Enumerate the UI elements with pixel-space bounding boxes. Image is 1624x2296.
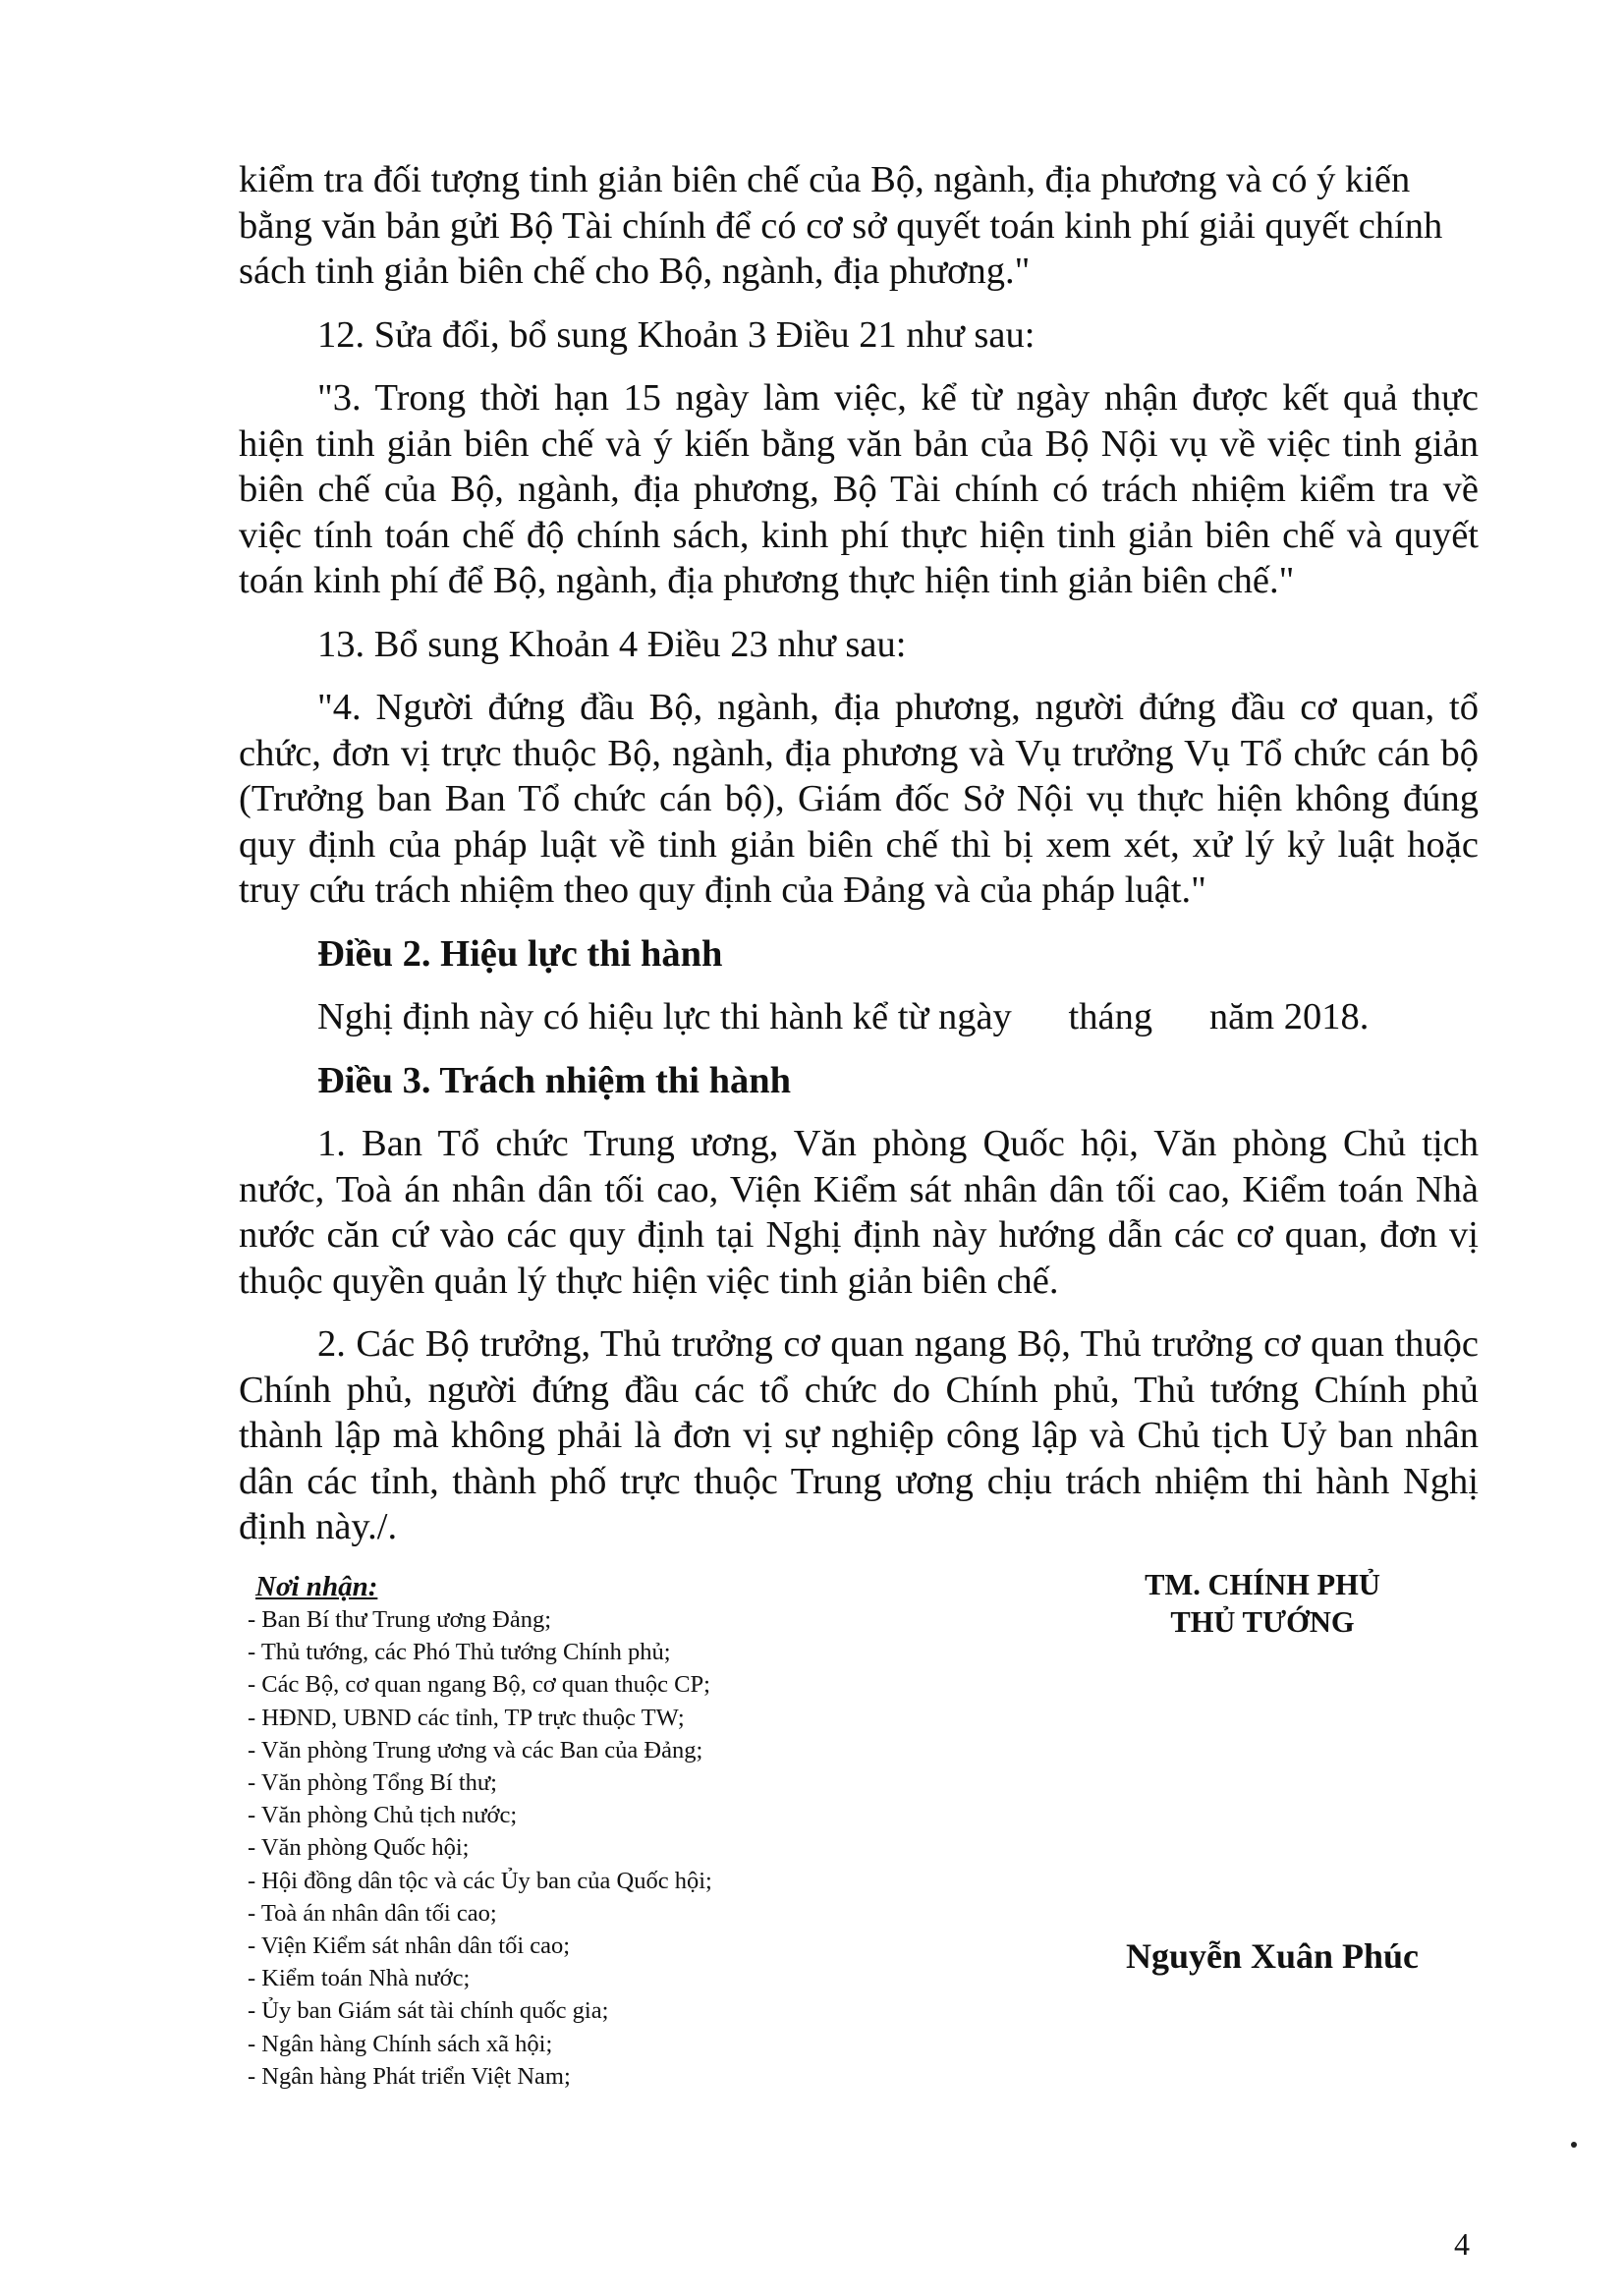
text-line: kiểm tra đối tượng tinh giản biên chế của Bộ, ngành, địa phương và có ý kiến [239, 159, 1411, 200]
recipient-item: - Ban Bí thư Trung ương Đảng; [248, 1606, 552, 1633]
recipient-item: - Ủy ban Giám sát tài chính quốc gia; [248, 1997, 609, 2025]
signature-title: THỦ TƯỚNG [1170, 1605, 1355, 1639]
item-12-quote: "3. Trong thời hạn 15 ngày làm việc, kể từ ngày nhận được kết quả thực hiện tinh giản biên chế và ý kiến bằng văn bản của Bộ Nội vụ về việc tinh giản biên chế của Bộ, ngành, địa phương, Bộ Tài chính có trách nhiệm kiểm tra về việc tính toán chế độ chính sách, kinh phí thực hiện tinh giản biên chế và quyết toán kinh phí để Bộ, ngành, địa phương thực hiện tinh giản biên chế." [239, 377, 1479, 601]
recipient-item: - HĐND, UBND các tỉnh, TP trực thuộc TW; [248, 1704, 685, 1731]
item-13-heading: 13. Bổ sung Khoản 4 Điều 23 như sau: [317, 623, 907, 665]
recipient-item: - Văn phòng Chủ tịch nước; [248, 1802, 518, 1829]
article-3-paragraph-2: 2. Các Bộ trưởng, Thủ trưởng cơ quan ngang Bộ, Thủ trưởng cơ quan thuộc Chính phủ, người đứng đầu các tổ chức do Chính phủ, Thủ tướng Chính phủ thành lập mà không phải là đơn vị sự nghiệp công lập và Chủ tịch Uỷ ban nhân dân các tỉnh, thành phố trực thuộc Trung ương chịu trách nhiệm thi hành Nghị định này./. [239, 1323, 1479, 1547]
signature-office: TM. CHÍNH PHỦ [1145, 1568, 1380, 1601]
article-3-paragraph-1: 1. Ban Tổ chức Trung ương, Văn phòng Quốc hội, Văn phòng Chủ tịch nước, Toà án nhân dân tối cao, Viện Kiểm sát nhân dân tối cao, Kiểm toán Nhà nước căn cứ vào các quy định tại Nghị định này hướng dẫn các cơ quan, đơn vị thuộc quyền quản lý thực hiện việc tinh giản biên chế. [239, 1123, 1479, 1302]
continued-paragraph [239, 157, 1479, 295]
recipient-item: - Ngân hàng Chính sách xã hội; [248, 2030, 553, 2057]
signer-name: Nguyễn Xuân Phúc [1125, 1936, 1420, 1976]
item-12-heading: 12. Sửa đổi, bổ sung Khoản 3 Điều 21 như sau: [317, 313, 1036, 356]
scan-speck [1571, 2142, 1577, 2148]
article-2-text: Nghị định này có hiệu lực thi hành kể từ ngày tháng năm 2018. [317, 996, 1370, 1037]
recipient-item: - Văn phòng Trung ương và các Ban của Đảng; [248, 1736, 703, 1764]
article-3-heading: Điều 3. Trách nhiệm thi hành [317, 1059, 792, 1101]
recipients-title: Nơi nhận: [255, 1571, 378, 1602]
item-13-quote: "4. Người đứng đầu Bộ, ngành, địa phương, người đứng đầu cơ quan, tổ chức, đơn vị trực thuộc Bộ, ngành, địa phương và Vụ trưởng Vụ Tổ chức cán bộ (Trưởng ban Ban Tổ chức cán bộ), Giám đốc Sở Nội vụ thực hiện không đúng quy định của pháp luật về tinh giản biên chế thì bị xem xét, xử lý kỷ luật hoặc truy cứu trách nhiệm theo quy định của Đảng và của pháp luật." [239, 687, 1479, 911]
recipients-block [248, 1571, 955, 2093]
text-line: bằng văn bản gửi Bộ Tài chính để có cơ sở quyết toán kinh phí giải quyết chính [239, 204, 1443, 247]
recipient-item: - Toà án nhân dân tối cao; [248, 1899, 497, 1927]
recipient-item: - Văn phòng Tổng Bí thư; [248, 1769, 497, 1797]
recipient-item: - Hội đồng dân tộc và các Ủy ban của Quốc hội; [248, 1867, 712, 1894]
recipients-list [248, 1603, 955, 2093]
recipient-item: - Văn phòng Quốc hội; [248, 1834, 470, 1862]
recipient-item: - Các Bộ, cơ quan ngang Bộ, cơ quan thuộc CP; [248, 1671, 710, 1699]
signature-block [1100, 1566, 1425, 1641]
recipient-item: - Viện Kiểm sát nhân dân tối cao; [248, 1932, 571, 1960]
recipient-item: - Ngân hàng Phát triển Việt Nam; [248, 2062, 571, 2090]
recipient-item: - Kiểm toán Nhà nước; [248, 1965, 471, 1992]
article-2-heading: Điều 2. Hiệu lực thi hành [317, 932, 723, 975]
text-line: sách tinh giản biên chế cho Bộ, ngành, địa phương." [239, 251, 1031, 292]
page-number: 4 [1454, 2226, 1470, 2262]
recipient-item: - Thủ tướng, các Phó Thủ tướng Chính phủ; [248, 1639, 671, 1666]
document-body [239, 157, 1479, 1550]
